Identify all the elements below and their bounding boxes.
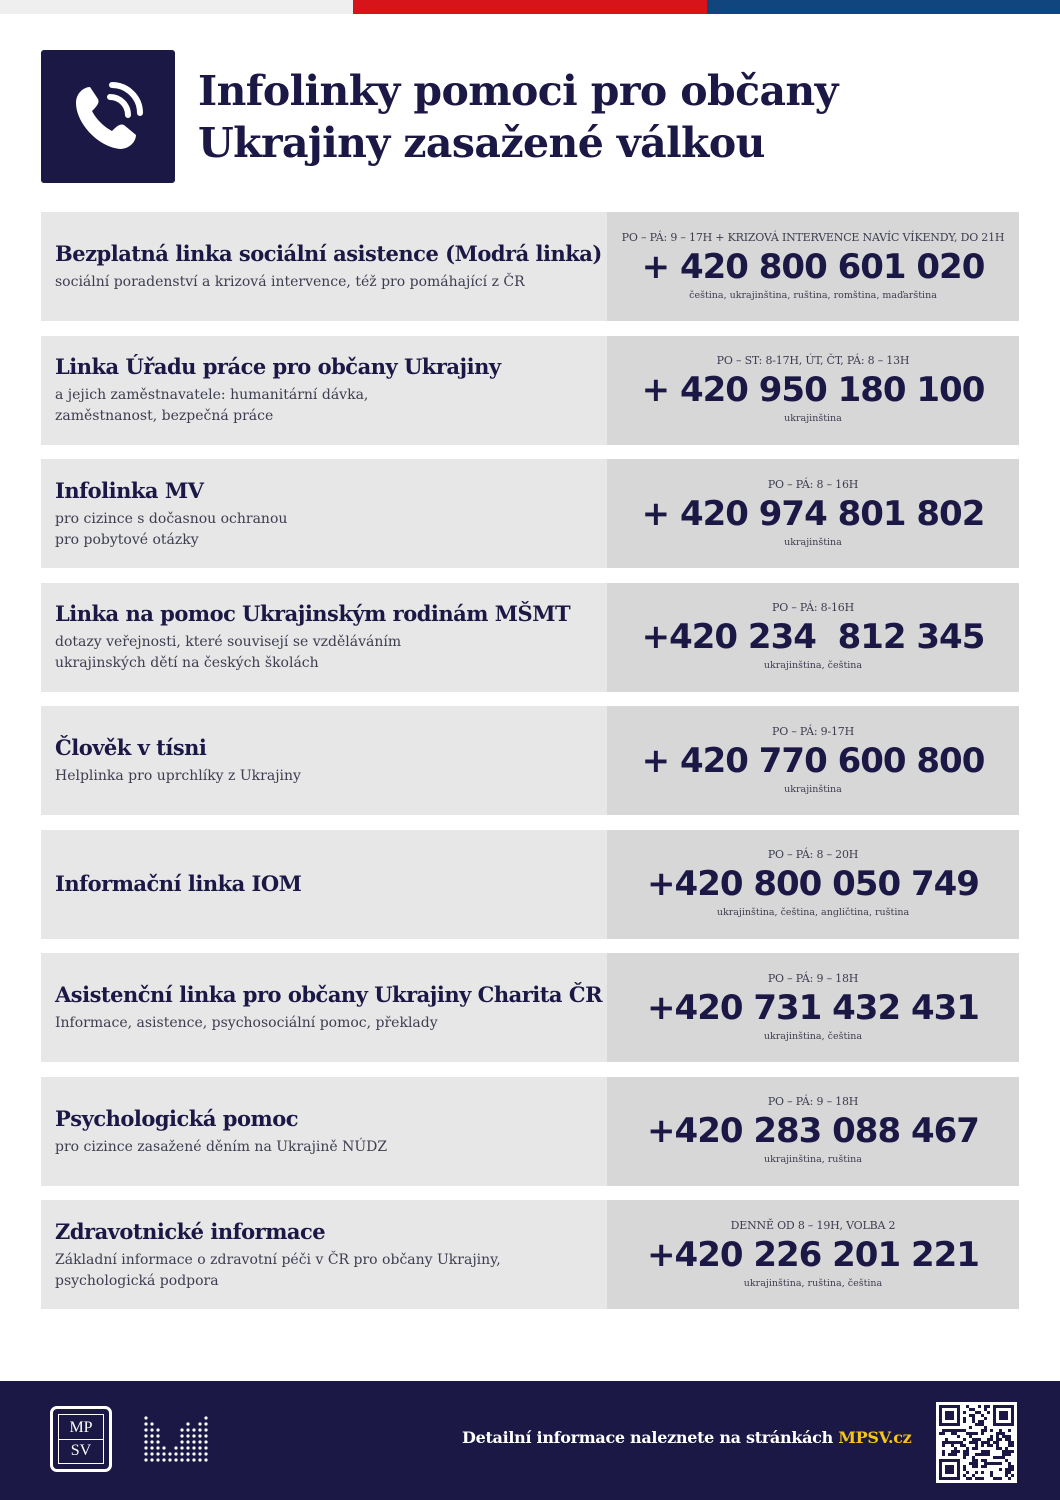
hotline-description: Informace, asistence, psychosociální pomoc, překlady xyxy=(55,1015,438,1031)
hotline-title: Linka Úřadu práce pro občany Ukrajiny xyxy=(55,354,501,379)
hotline-row xyxy=(41,336,1019,445)
hotline-hours: DENNĚ OD 8 – 19H, VOLBA 2 xyxy=(730,1218,896,1232)
hotline-title: Linka na pomoc Ukrajinským rodinám MŠMT xyxy=(55,601,571,626)
hotline-info xyxy=(41,706,607,815)
hotline-languages: ukrajinština xyxy=(784,413,842,424)
hotline-phone-number[interactable]: + 420 770 600 800 xyxy=(641,740,985,781)
dot-pattern-logo-icon xyxy=(143,1414,211,1466)
hotline-row xyxy=(41,1200,1019,1309)
hotline-info xyxy=(41,1077,607,1186)
hotline-hours: PO – PÁ: 9 – 17H + KRIZOVÁ INTERVENCE NAVÍC VÍKENDY, DO 21H xyxy=(621,230,1005,244)
hotline-phone-number[interactable]: + 420 950 180 100 xyxy=(641,370,985,410)
footer xyxy=(0,1381,1060,1500)
hotline-hours: PO – PÁ: 8 – 20H xyxy=(767,848,859,861)
hotline-contact xyxy=(607,212,1019,321)
page-title-line-1: Infolinky pomoci pro občany xyxy=(198,66,838,115)
hotline-phone-number[interactable]: +420 226 201 221 xyxy=(647,1234,979,1275)
hotline-title: Člověk v tísni xyxy=(55,735,207,760)
hotline-hours: PO – ST: 8-17H, ÚT, ČT, PÁ: 8 – 13H xyxy=(716,354,910,367)
hotline-info xyxy=(41,336,607,445)
mpsv-website-link[interactable]: MPSV.cz xyxy=(838,1428,912,1447)
hotline-contact xyxy=(607,706,1019,815)
hotline-row xyxy=(41,830,1019,939)
hotline-info xyxy=(41,953,607,1062)
hotline-languages: ukrajinština xyxy=(784,783,842,795)
mpsv-logo xyxy=(50,1406,112,1472)
hotline-phone-number[interactable]: +420 731 432 431 xyxy=(647,987,979,1028)
footer-info-text: Detailní informace naleznete na stránkách xyxy=(462,1428,833,1447)
hotline-title: Psychologická pomoc xyxy=(55,1105,298,1131)
flag-strip xyxy=(0,0,1060,14)
hotline-hours: PO – PÁ: 8 – 16H xyxy=(767,477,859,491)
flag-stripe-white xyxy=(0,0,353,14)
hotline-languages: ukrajinština xyxy=(784,536,842,548)
hotline-title: Asistenční linka pro občany Ukrajiny Charita ČR xyxy=(55,982,603,1007)
hotline-info xyxy=(41,459,607,568)
hotline-hours: PO – PÁ: 9-17H xyxy=(772,724,854,738)
hotline-contact xyxy=(607,459,1019,568)
hotline-description: pro cizince s dočasnou ochranou pro pobytové otázky xyxy=(55,510,288,548)
hotline-contact xyxy=(607,583,1019,692)
hotline-phone-number[interactable]: +420 283 088 467 xyxy=(647,1111,979,1151)
hotline-description: pro cizince zasažené děním na Ukrajině NÚDZ xyxy=(55,1138,388,1155)
hotline-languages: ukrajinština, ruština xyxy=(764,1154,862,1165)
hotline-title: Bezplatná linka sociální asistence (Modrá linka) xyxy=(55,241,602,266)
hotline-contact xyxy=(607,336,1019,445)
hotline-title: Infolinka MV xyxy=(55,477,204,503)
page-title-line-2: Ukrajiny zasažené válkou xyxy=(198,118,765,167)
hotline-phone-number[interactable]: + 420 800 601 020 xyxy=(641,246,985,287)
hotline-title: Zdravotnické informace xyxy=(55,1218,326,1244)
hotline-languages: čeština, ukrajinština, ruština, romština, maďarština xyxy=(689,289,937,301)
hotline-phone-number[interactable]: +420 234 812 345 xyxy=(641,617,985,657)
hotline-contact xyxy=(607,1200,1019,1309)
hotline-languages: ukrajinština, ruština, čeština xyxy=(743,1277,883,1289)
hotline-languages: ukrajinština, čeština, angličtina, ruština xyxy=(716,907,910,918)
mpsv-logo-text-top: MP xyxy=(69,1418,93,1436)
hotline-info xyxy=(41,1200,607,1309)
hotline-info xyxy=(41,212,607,321)
footer-info xyxy=(462,1428,911,1447)
mpsv-logo-text-bottom: SV xyxy=(59,1439,103,1462)
hotline-hours: PO – PÁ: 9 – 18H xyxy=(767,1095,859,1108)
hotline-row xyxy=(41,459,1019,568)
hotline-hours: PO – PÁ: 9 – 18H xyxy=(767,971,859,985)
hotline-row xyxy=(41,212,1019,321)
hotline-row xyxy=(41,1077,1019,1186)
hotline-contact xyxy=(607,1077,1019,1186)
header xyxy=(41,50,1019,183)
hotline-list xyxy=(41,212,1019,1324)
hotline-contact xyxy=(607,830,1019,939)
hotline-info xyxy=(41,583,607,692)
hotline-languages: ukrajinština, čeština xyxy=(763,660,863,671)
hotline-hours: PO – PÁ: 8-16H xyxy=(772,601,854,614)
hotline-row xyxy=(41,953,1019,1062)
hotline-description: Helplinka pro uprchlíky z Ukrajiny xyxy=(55,768,301,784)
mpsv-logo-inner xyxy=(58,1414,104,1464)
hotline-contact xyxy=(607,953,1019,1062)
hotline-info xyxy=(41,830,607,939)
hotline-title: Informační linka IOM xyxy=(55,871,302,896)
hotline-description: Základní informace o zdravotní péči v ČR pro občany Ukrajiny, psychologická podpora xyxy=(55,1251,501,1289)
flag-stripe-blue xyxy=(707,0,1060,14)
hotline-description: a jejich zaměstnavatele: humanitární dávka, zaměstnanost, bezpečná práce xyxy=(55,387,369,424)
flag-stripe-red xyxy=(353,0,706,14)
hotline-phone-number[interactable]: +420 800 050 749 xyxy=(647,864,979,904)
hotline-description: dotazy veřejnosti, které souvisejí se vzděláváním ukrajinských dětí na českých školách xyxy=(55,634,402,671)
hotline-languages: ukrajinština, čeština xyxy=(763,1030,863,1042)
phone-ringing-icon xyxy=(41,50,175,183)
hotline-row xyxy=(41,583,1019,692)
hotline-row xyxy=(41,706,1019,815)
hotline-description: sociální poradenství a krizová intervence, též pro pomáhající z ČR xyxy=(55,274,525,290)
qr-code-icon[interactable] xyxy=(936,1402,1017,1483)
hotline-phone-number[interactable]: + 420 974 801 802 xyxy=(641,493,985,534)
page-title xyxy=(198,65,838,169)
